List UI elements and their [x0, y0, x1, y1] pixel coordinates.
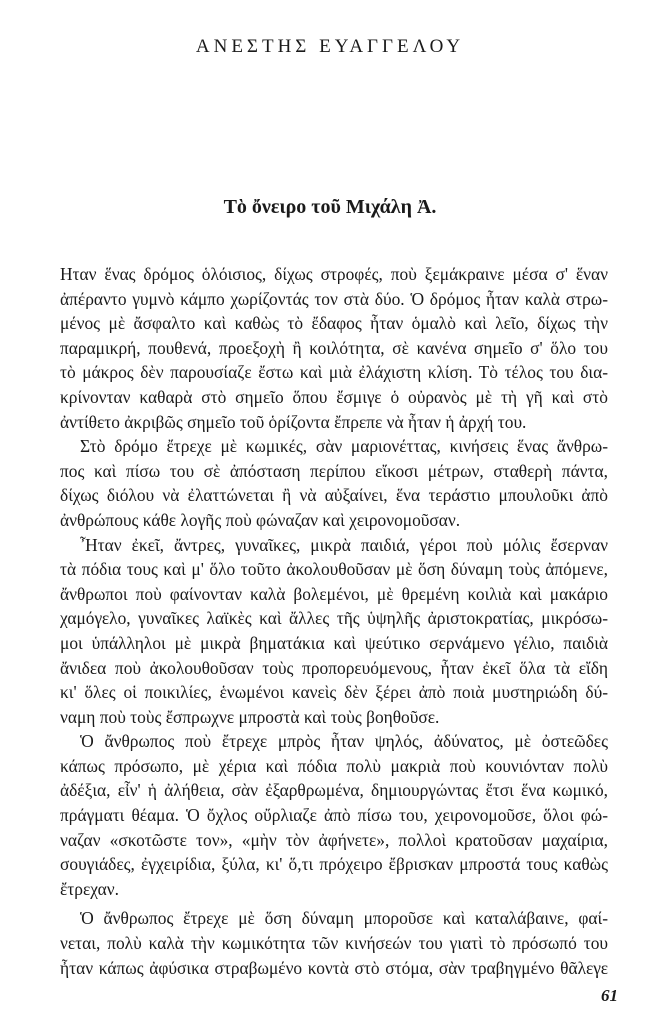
text-line: ναζαν «σκοτῶστε τον», «μὴν τὸν ἀφήνετε», πολλοὶ κρατοῦσαν μαχαίρια,	[60, 829, 608, 850]
text-line: τὰ πόδια τους καὶ μ' ὅλο τοῦτο ἀκολουθοῦσαν μὲ ὅση δύναμη τοὺς ἀπόμενε,	[60, 559, 608, 580]
text-line: κρίνονταν καθαρὰ στὸ σημεῖο ὅπου ἔσμιγε ὁ οὐρανὸς μὲ τὴ γῆ καὶ στὸ	[60, 386, 608, 407]
text-line: μοι ὑπάλληλοι μὲ μικρὰ βηματάκια καὶ ψεύτικο σερνάμενο γέλιο, παιδιὰ	[60, 632, 608, 653]
page-number: 61	[601, 986, 618, 1005]
text-line: δίχως διόλου νὰ ἐλαττώνεται ἢ νὰ αὐξαίνει, ἕνα τεράστιο μπουλοῦκι ἀπὸ	[60, 485, 608, 506]
paragraph	[60, 262, 608, 434]
text-line: Ὁ ἄνθρωπος ἔτρεχε μὲ ὅση δύναμη μποροῦσε καὶ καταλάβαινε, φαί-	[80, 908, 608, 929]
running-head: ΑΝΕΣΤΗΣ ΕΥΑΓΓΕΛΟΥ	[195, 36, 465, 57]
text-line: Ἦταν ἐκεῖ, ἄντρες, γυναῖκες, μικρὰ παιδιά, γέροι ποὺ μόλις ἔσερναν	[80, 534, 608, 555]
text-line: πος καὶ πίσω του σὲ ἀπόσταση περίπου εἴκοσι μέτρων, σταθερὴ πάντα,	[60, 460, 608, 481]
text-line: ἦταν κάπως ἀφύσικα στραβωμένο κοντὰ στὸ στόμα, σὰν τραβηγμένο θᾶλεγε	[60, 957, 608, 978]
text-line: ἄνιδεα ποὺ ἀκολουθοῦσαν τοὺς προπορευόμενους, ἦταν ἐκεῖ ὅλα τὰ εἴδη	[60, 657, 608, 678]
text-line: χαμόγελο, γυναῖκες λαϊκὲς καὶ ἄλλες τῆς ὑψηλῆς ἀριστοκρατίας, μικρόσω-	[60, 608, 608, 629]
text-line: σουγιάδες, ἐγχειρίδια, ξύλα, κι' ὅ,τι πρόχειρο ἔβρισκαν μπροστά τους καθὼς	[60, 854, 608, 875]
paragraph	[60, 729, 608, 901]
text-line: τὸ μάκρος δὲν παρουσίαζε ἔστω καὶ μιὰ ἐλάχιστη κλίση. Τὸ τέλος του δια-	[60, 362, 608, 383]
text-line: κι' ὅλες οἱ ποικιλίες, ἑνωμένοι κανεὶς δὲν ξέρει ἀπὸ ποιὰ μυστηριώδη δύ-	[60, 682, 608, 703]
text-line: παραμικρή, πουθενά, προεξοχὴ ἢ κοιλότητα, σὲ κανένα σημεῖο σ' ὅλο του	[60, 337, 608, 358]
text-line: ἀπέραντο γυμνὸ κάμπο χωρίζοντάς τον στὰ δύο. Ὁ δρόμος ἦταν καλὰ στρω-	[60, 288, 608, 309]
text-line: ἔτρεχαν.	[60, 878, 119, 899]
paragraph	[60, 533, 608, 730]
text-line: ναμη ποὺ τοὺς ἔσπρωχνε μπροστὰ καὶ τοὺς βοηθοῦσε.	[60, 706, 440, 727]
text-line: ἀντίθετο ἀκριβῶς σημεῖο τοῦ ὁρίζοντα ἔπρεπε νὰ ἦταν ἡ ἀρχή του.	[60, 411, 527, 432]
text-line: Στὸ δρόμο ἔτρεχε μὲ κωμικές, σὰν μαριονέττας, κινήσεις ἕνας ἄνθρω-	[80, 436, 608, 457]
text-line: Ὁ ἄνθρωπος ποὺ ἔτρεχε μπρὸς ἦταν ψηλός, ἀδύνατος, μὲ ὀστεῶδες	[80, 731, 608, 752]
text-line: ἀνθρώπους κάθε λογῆς ποὺ φώναζαν καὶ χειρονομοῦσαν.	[60, 509, 461, 530]
text-line: ἄνθρωποι ποὺ φαίνονταν καλὰ βολεμένοι, μὲ θρεμένη κοιλιὰ καὶ μακάριο	[60, 583, 608, 604]
text-line: μένος μὲ ἄσφαλτο καὶ καθὼς τὸ ἔδαφος ἦταν ὁμαλὸ καὶ λεῖο, δίχως τὴν	[60, 313, 608, 334]
text-line: κάπως πρόσωπο, μὲ χέρια καὶ πόδια πολὺ μακριὰ ποὺ κουνιόνταν πολὺ	[60, 755, 608, 776]
chapter-title: Τὸ ὄνειρο τοῦ Μιχάλη Ἀ.	[223, 196, 437, 218]
text-line: νεται, πολὺ καλὰ τὴν κωμικότητα τῶν κινήσεών του γιατὶ τὸ πρόσωπό του	[60, 933, 608, 954]
text-line: ἀδέξια, εἶν' ἡ ἀλήθεια, σὰν ἐξαρθρωμένα, δημιουργώντας ἔτσι ἕνα κωμικό,	[60, 780, 608, 801]
text-line: πράγματι θέαμα. Ὁ ὄχλος οὔρλιαζε ἀπὸ πίσω του, χειρονομοῦσε, ὅλοι φώ-	[60, 805, 608, 826]
text-line: Ηταν ἕνας δρόμος ὁλόισιος, δίχως στροφές, ποὺ ξεμάκραινε μέσα σ' ἕναν	[60, 264, 608, 284]
paragraph	[60, 906, 608, 980]
body-text	[60, 262, 608, 980]
paragraph	[60, 434, 608, 532]
